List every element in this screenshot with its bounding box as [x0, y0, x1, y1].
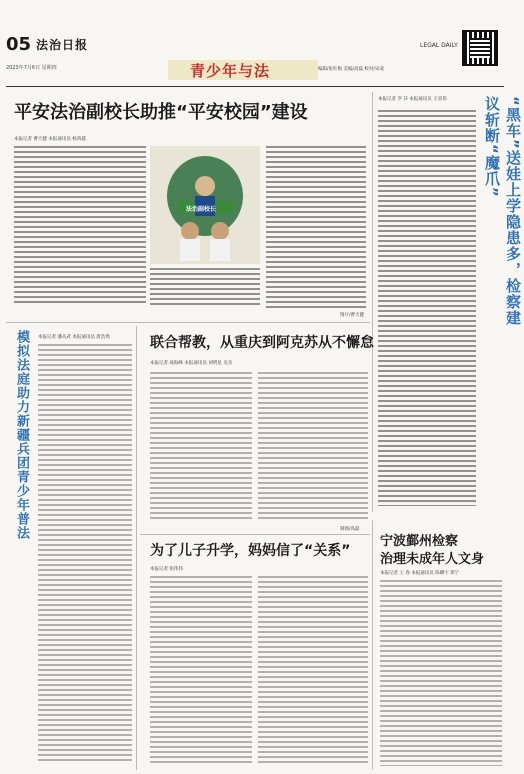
right-byline: 本报记者 罗 莎 本报通讯员 王省伟	[378, 97, 447, 102]
header-rule	[6, 86, 504, 87]
ningbo-article-body	[380, 580, 502, 766]
main-article-col1	[14, 146, 146, 306]
bottom-headline: 为了儿子升学，妈妈信了“关系”	[150, 543, 351, 559]
main-headline: 平安法治副校长助推“平安校园”建设	[14, 102, 308, 123]
ningbo-headline-line2: 治理未成年人文身	[380, 552, 485, 567]
publish-date: 2023年7月6日 星期四	[6, 65, 57, 71]
section-divider	[6, 322, 370, 323]
right-vertical-headline: “黑车”送娃上学隐患多，检察建议斩断“魔爪”	[483, 96, 522, 326]
mid-headline: 联合帮教，从重庆到阿克苏从不懈怠	[150, 335, 374, 351]
legal-daily-label: LEGAL DAILY	[420, 42, 458, 49]
main-article-illustration	[150, 146, 260, 264]
ningbo-byline: 本报记者 王 春 本报通讯员 陈卿宇 郑宁	[380, 571, 460, 576]
left-byline: 本报记者 潘从武 本报通讯员 唐浩然	[38, 335, 110, 340]
column-divider-bottom	[372, 520, 373, 770]
mid-article-col1	[150, 372, 252, 522]
qr-code-icon	[462, 30, 498, 66]
left-vertical-headline: 模拟法庭助力新疆兵团青少年普法	[14, 330, 29, 540]
column-divider-left	[136, 326, 137, 770]
mid-divider	[140, 534, 370, 535]
newspaper-masthead: 法治日报	[36, 38, 89, 52]
main-photo-credit: 图片/曹天健	[340, 313, 365, 318]
main-article-col2-bottom	[150, 268, 260, 308]
mid-credit: 制图/高磊	[340, 527, 360, 532]
page-header	[0, 0, 510, 88]
mid-article-col2	[258, 372, 368, 522]
left-article-body	[38, 344, 132, 764]
section-title: 青少年与法	[190, 62, 271, 80]
ningbo-headline-line1: 宁波鄞州检察	[380, 534, 459, 549]
page-number: 05	[6, 34, 32, 55]
column-divider	[372, 92, 373, 512]
main-article-col3	[266, 146, 366, 308]
bottom-article-col1	[150, 576, 252, 766]
right-article-body	[378, 110, 476, 506]
main-byline: 本报记者 曹天健 本报通讯员 杨鸿越	[14, 137, 86, 142]
bottom-byline: 本报记者 张伟伟	[150, 567, 183, 572]
photo-caption: 法治副校长	[186, 206, 217, 213]
mid-byline: 本报记者 战海峰 本报通讯员 刘明星 吴杰	[150, 361, 233, 366]
editor-info: 编辑/张红梅 美编/高磊 校对/宋凌	[318, 67, 384, 72]
bottom-article-col2	[258, 576, 368, 766]
